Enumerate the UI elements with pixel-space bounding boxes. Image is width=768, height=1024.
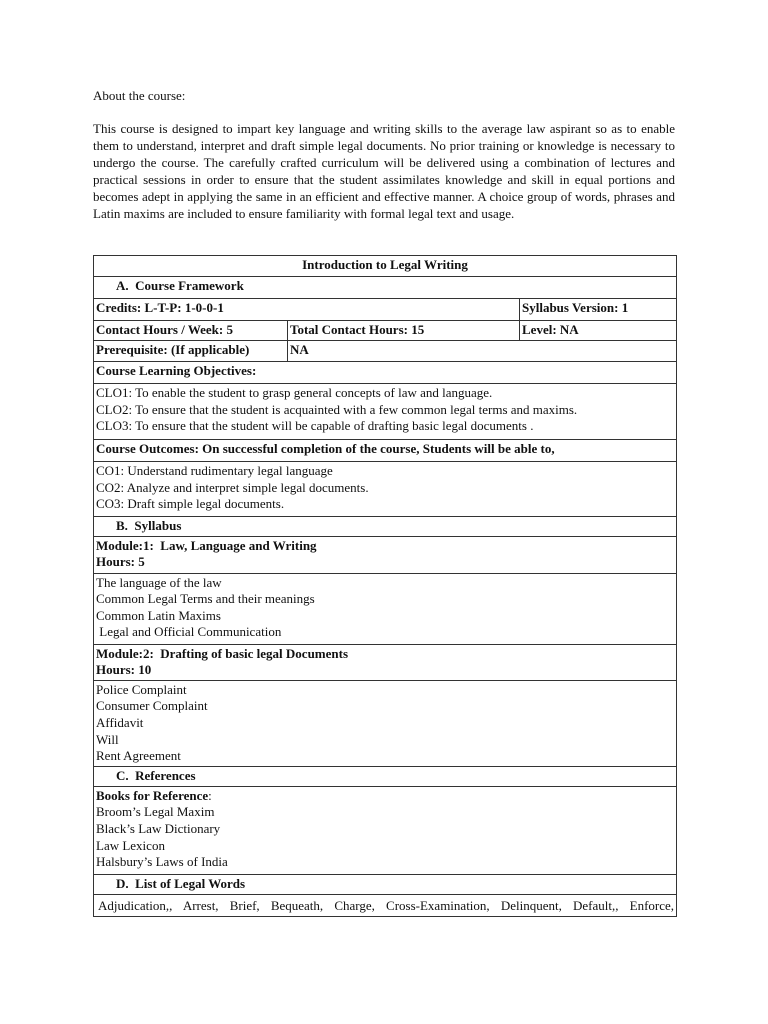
module2-hours: Hours: 10 bbox=[96, 662, 152, 678]
co-heading: Course Outcomes: On successful completion of the course, Students will be able to, bbox=[94, 440, 677, 462]
book-item: Halsbury’s Laws of India bbox=[96, 854, 228, 870]
prerequisite-label: Prerequisite: (If applicable) bbox=[94, 341, 288, 362]
syllabus-version-cell: Syllabus Version: 1 bbox=[520, 299, 677, 321]
module2-topics bbox=[94, 680, 677, 766]
book-item: Black’s Law Dictionary bbox=[96, 820, 221, 836]
co-list bbox=[94, 462, 677, 517]
module1-title: Module:1: Law, Language and Writing bbox=[96, 537, 317, 553]
intro-paragraph: This course is designed to impart key language and writing skills to the average law aspirant so as to enable them to understand, interpret and draft simple legal documents. No prior training or knowledge is necessary to undergo the course. The carefully crafted curriculum will be delivered using a combination of lectures and practical sessions in order to ensure that the student assimilates knowledge and skill in equal portions and becomes adept in applying the same in an efficient and effective manner. A choice group of words, phrases and Latin maxims are included to ensure familiarity with formal legal text and usage. bbox=[93, 121, 675, 221]
list-item: Police Complaint bbox=[96, 681, 187, 697]
list-item: Affidavit bbox=[96, 714, 144, 730]
module1-topics bbox=[94, 573, 677, 644]
list-item: Consumer Complaint bbox=[96, 698, 208, 714]
prerequisite-value: NA bbox=[288, 341, 677, 362]
module1-hours: Hours: 5 bbox=[96, 554, 145, 570]
book-item: Broom’s Legal Maxim bbox=[96, 804, 215, 820]
section-a-heading: A. Course Framework bbox=[94, 277, 677, 299]
references-list bbox=[94, 786, 677, 874]
total-contact-hours-cell: Total Contact Hours: 15 bbox=[288, 321, 520, 341]
list-item: Common Legal Terms and their meanings bbox=[96, 591, 315, 607]
about-heading: About the course: bbox=[93, 88, 186, 103]
clo-item: CLO1: To enable the student to grasp general concepts of law and language. bbox=[96, 385, 493, 400]
co-item: CO1: Understand rudimentary legal language bbox=[96, 463, 333, 478]
co-item: CO2: Analyze and interpret simple legal documents. bbox=[96, 479, 369, 495]
course-table bbox=[93, 255, 677, 917]
credits-cell: Credits: L-T-P: 1-0-0-1 bbox=[94, 299, 520, 321]
list-item: Rent Agreement bbox=[96, 748, 181, 764]
co-item: CO3: Draft simple legal documents. bbox=[96, 496, 285, 512]
clo-item: CLO2: To ensure that the student is acquainted with a few common legal terms and maxims. bbox=[96, 401, 578, 417]
list-item: Common Latin Maxims bbox=[96, 607, 221, 623]
books-label: Books for Reference bbox=[96, 787, 209, 803]
module1-heading bbox=[94, 536, 677, 573]
list-item: Will bbox=[96, 731, 119, 747]
contact-hours-week-cell: Contact Hours / Week: 5 bbox=[94, 321, 288, 341]
module2-heading bbox=[94, 644, 677, 680]
table-title: Introduction to Legal Writing bbox=[94, 256, 677, 277]
section-c-heading: C. References bbox=[94, 766, 677, 786]
books-colon: : bbox=[208, 787, 212, 803]
list-item: Legal and Official Communication bbox=[96, 624, 282, 640]
module2-title: Module:2: Drafting of basic legal Documents bbox=[96, 645, 349, 661]
clo-item: CLO3: To ensure that the student will be capable of drafting basic legal documents . bbox=[96, 418, 534, 434]
legal-words-list: Adjudication,, Arrest, Brief, Bequeath, Charge, Cross-Examination, Delinquent, Default,, Enforce, bbox=[94, 894, 677, 916]
level-cell: Level: NA bbox=[520, 321, 677, 341]
section-d-heading: D. List of Legal Words bbox=[94, 874, 677, 894]
clo-list bbox=[94, 384, 677, 440]
list-item: The language of the law bbox=[96, 574, 222, 590]
book-item: Law Lexicon bbox=[96, 837, 165, 853]
books-heading bbox=[96, 788, 674, 805]
section-b-heading: B. Syllabus bbox=[94, 517, 677, 537]
clo-heading: Course Learning Objectives: bbox=[94, 362, 677, 384]
